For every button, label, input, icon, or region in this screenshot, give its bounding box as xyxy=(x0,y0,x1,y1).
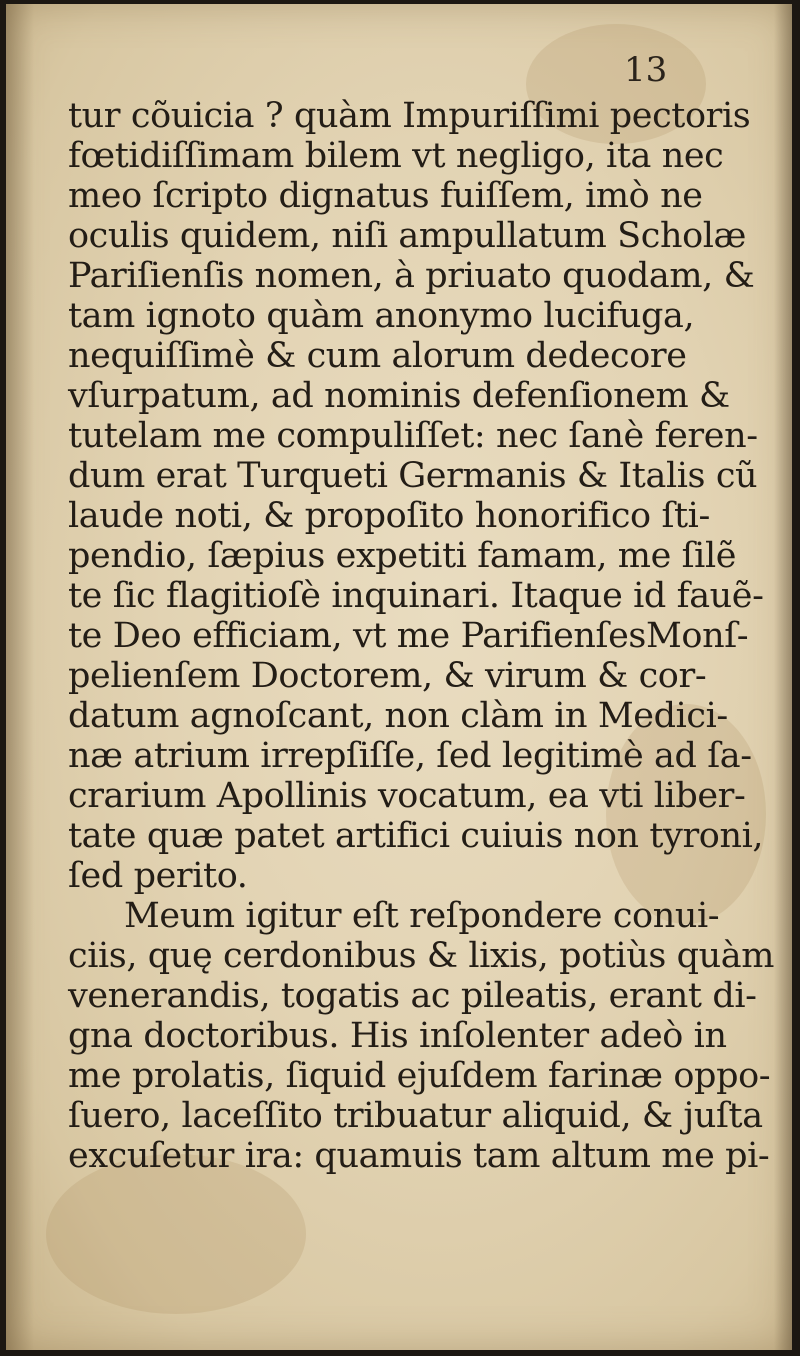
page-edge-shadow xyxy=(774,4,792,1350)
body-text xyxy=(68,96,775,1176)
text-line: meo ſcripto dignatus fuiſſem, imò ne xyxy=(68,176,703,216)
text-line: dum erat Turqueti Germanis & Italis cũ xyxy=(68,456,758,496)
text-line: tutelam me compuliſſet: nec ſanè feren- xyxy=(68,416,758,456)
text-line: Pariſienſis nomen, à priuato quodam, & xyxy=(68,256,755,296)
book-page xyxy=(6,4,792,1350)
text-line: pendio, ſæpius expetiti famam, me ſilẽ xyxy=(68,536,737,576)
page-gutter-shadow xyxy=(6,4,34,1350)
text-line: vſurpatum, ad nominis defenſionem & xyxy=(68,376,730,416)
text-line: excuſetur ira: quamuis tam altum me pi- xyxy=(68,1136,770,1176)
text-line: datum agnoſcant, non clàm in Medici- xyxy=(68,696,728,736)
text-line: ſed perito. xyxy=(68,856,248,896)
text-line: nequiſſimè & cum alorum dedecore xyxy=(68,336,687,376)
text-line: oculis quidem, niſi ampullatum Scholæ xyxy=(68,216,747,256)
text-line: venerandis, togatis ac pileatis, erant di- xyxy=(68,976,757,1016)
text-line: tam ignoto quàm anonymo lucifuga, xyxy=(68,296,695,336)
paper-stain xyxy=(46,1154,306,1314)
text-line: te ſic flagitioſè inquinari. Itaque id fauẽ- xyxy=(68,576,764,616)
text-line: gna doctoribus. His inſolenter adeò in xyxy=(68,1016,727,1056)
text-line: ſuero, laceſſito tribuatur aliquid, & juſta xyxy=(68,1096,763,1136)
page-number: 13 xyxy=(624,50,668,90)
text-line: pelienſem Doctorem, & virum & cor- xyxy=(68,656,707,696)
text-line: næ atrium irrepſiſſe, ſed legitimè ad ſa- xyxy=(68,736,752,776)
text-line: tur cõuicia ? quàm Impuriſſimi pectoris xyxy=(68,96,751,136)
text-line: fœtidiſſimam bilem vt negligo, ita nec xyxy=(68,136,724,176)
text-line: ciis, quę cerdonibus & lixis, potiùs quàm xyxy=(68,936,775,976)
text-line: te Deo efficiam, vt me ParifienſesMonſ- xyxy=(68,616,749,656)
text-line: laude noti, & propoſito honorifico ſti- xyxy=(68,496,710,536)
text-line: crarium Apollinis vocatum, ea vti liber- xyxy=(68,776,746,816)
text-line: me prolatis, ſiquid ejuſdem farinæ oppo- xyxy=(68,1056,771,1096)
text-line: tate quæ patet artifici cuiuis non tyroni, xyxy=(68,816,764,856)
paragraph-start-line: Meum igitur eſt reſpondere conui- xyxy=(124,896,720,936)
